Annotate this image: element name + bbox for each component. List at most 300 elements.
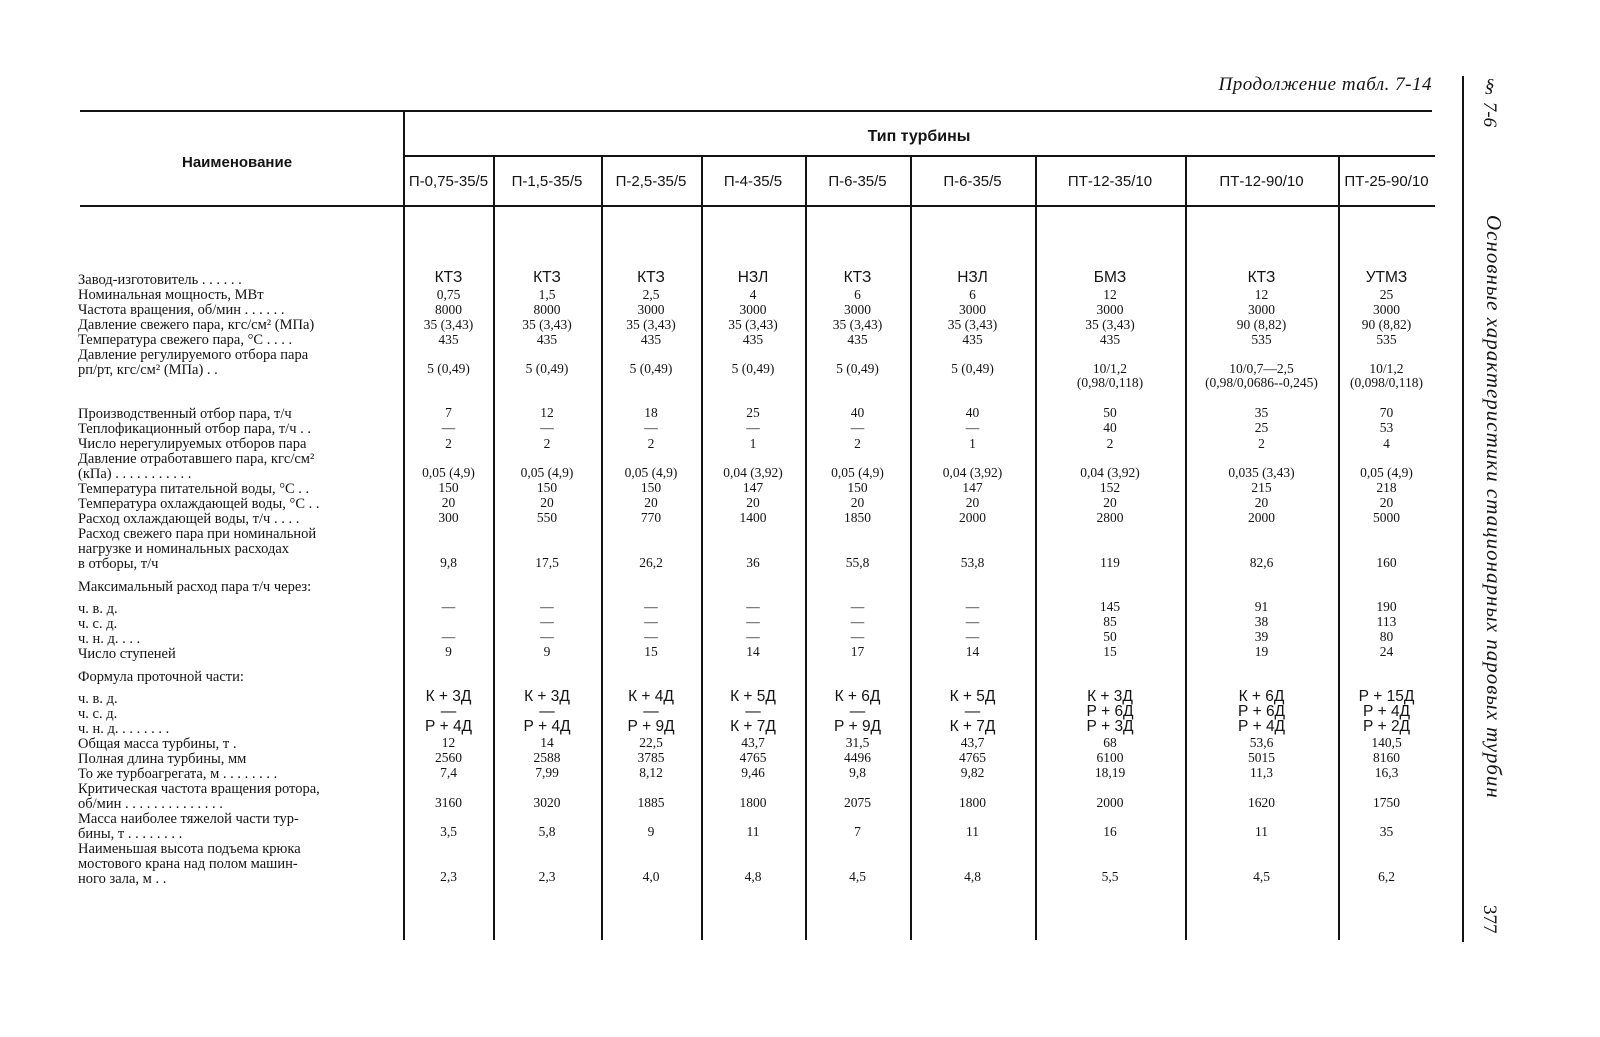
table-cell: Р + 6Д (1086, 703, 1134, 720)
table-cell: 4496 (844, 750, 871, 765)
table-cell: Р + 4Д (424, 718, 473, 735)
table-cell: 8000 (435, 302, 462, 317)
table-cell: КТЗ (434, 269, 463, 286)
table-cell: 6 (854, 287, 861, 302)
table-cell: 11,3 (1249, 765, 1274, 780)
table-cell: 0,05 (4,9) (422, 465, 475, 480)
table-cell: 43,7 (960, 735, 985, 750)
row-label: ч. с. д. (78, 617, 118, 632)
row-label: Полная длина турбины, мм (78, 752, 247, 767)
table-cell: 5 (0,49) (836, 361, 879, 376)
table-cell: Р + 2Д (1362, 718, 1411, 735)
table-cell: — (644, 629, 658, 644)
table-cell: 4 (1383, 436, 1390, 451)
table-cell: 1885 (637, 795, 665, 810)
table-cell: 82,6 (1249, 555, 1274, 570)
table-cell: 18 (644, 405, 658, 420)
row-label: Давление отработавшего пара, кгс/см² (78, 452, 315, 467)
table-cell: 4765 (959, 750, 986, 765)
table-cell: — (746, 599, 760, 614)
table-cell: 218 (1376, 480, 1397, 495)
table-cell: 17 (850, 644, 865, 659)
side-title: Основные характеристики стационарных паровых турбин (1482, 215, 1506, 799)
table-cell: — (441, 420, 456, 435)
table-cell: — (965, 629, 980, 644)
table-cell: — (964, 703, 981, 720)
table-cell: 40 (850, 405, 865, 420)
table-cell: 150 (536, 480, 558, 495)
table-cell: 40 (1103, 420, 1117, 435)
column-header: П-6-35/5 (943, 173, 1002, 190)
column-header: ПТ-25-90/10 (1344, 173, 1429, 190)
table-cell: 0,05 (4,9) (1360, 465, 1413, 480)
table-cell: — (849, 703, 866, 720)
table-cell: 147 (742, 480, 764, 495)
table-cell: 16,3 (1374, 765, 1399, 780)
table-cell: КТЗ (533, 269, 561, 286)
table-cell: 1620 (1248, 795, 1275, 810)
table-cell: 35 (1254, 405, 1269, 420)
table-cell: 68 (1103, 735, 1117, 750)
table-cell: 535 (1251, 332, 1272, 347)
table-cell: 53 (1379, 420, 1394, 435)
name-separator (403, 112, 405, 940)
table-cell: 50 (1103, 405, 1117, 420)
table-cell: 9,46 (741, 765, 765, 780)
table-cell: — (441, 629, 456, 644)
table-cell: 20 (644, 495, 658, 510)
table-cell: 1750 (1373, 795, 1400, 810)
table-cell: 36 (746, 555, 760, 570)
table-cell: 50 (1103, 629, 1117, 644)
table-cell: 4,8 (964, 869, 981, 884)
table-cell: 3785 (637, 750, 665, 765)
table-cell: 3020 (533, 795, 561, 810)
table-cell: — (644, 599, 658, 614)
table-cell: 2,3 (538, 869, 556, 884)
table-cell: 17,5 (535, 555, 559, 570)
table-cell: 5 (0,49) (629, 361, 673, 376)
table-cell: 20 (1254, 495, 1269, 510)
table-cell: 0,04 (3,92) (942, 465, 1003, 480)
table-cell: 14 (540, 735, 554, 750)
table-cell: 0,75 (436, 287, 461, 302)
table-cell: 10/1,2 (1092, 361, 1128, 376)
table-cell: 0,05 (4,9) (520, 465, 574, 480)
table-cell: НЗЛ (957, 269, 988, 286)
table-cell: 4,0 (642, 869, 660, 884)
section-number: § 7-6 (1479, 76, 1500, 128)
table-cell: 1800 (959, 795, 986, 810)
table-cell: 35 (3,43) (1085, 317, 1135, 332)
column-header: П-6-35/5 (828, 173, 887, 190)
table-cell: К + 3Д (524, 688, 570, 705)
table-cell: 43,7 (741, 735, 765, 750)
table-cell: КТЗ (1247, 269, 1276, 286)
table-cell: 14 (965, 644, 980, 659)
row-label: Наименьшая высота подъема крюка (78, 842, 301, 857)
table-cell: 1 (749, 436, 757, 451)
table-cell: 9 (647, 824, 655, 839)
table-cell: 2,5 (642, 287, 660, 302)
table-cell: 20 (1379, 495, 1394, 510)
table-cell: 2000 (1248, 510, 1275, 525)
row-label: Номинальная мощность, МВт (78, 288, 264, 303)
table-cell: 39 (1254, 629, 1269, 644)
table-cell: — (441, 599, 456, 614)
row-label: Расход свежего пара при номинальной (78, 527, 317, 542)
table-cell: 24 (1379, 644, 1394, 659)
table-cell: — (965, 420, 980, 435)
table-cell: 53,8 (960, 555, 985, 570)
row-label: (кПа) . . . . . . . . . . . (78, 467, 192, 482)
header-name: Наименование (182, 154, 293, 171)
column-header: П-1,5-35/5 (511, 173, 583, 190)
row-label: Расход охлаждающей воды, т/ч . . . . (78, 512, 300, 527)
table-cell: 2,3 (440, 869, 457, 884)
table-cell: Р + 9Д (627, 718, 675, 735)
table-cell: — (746, 614, 760, 629)
table-cell: 11 (966, 824, 979, 839)
table-cell: Р + 6Д (1237, 703, 1286, 720)
table-cell: 2 (543, 436, 551, 451)
table-cell: 11 (746, 824, 760, 839)
row-label: Температура свежего пара, °С . . . . (78, 333, 293, 348)
table-cell: 26,2 (639, 555, 663, 570)
table-cell: 9 (445, 644, 452, 659)
row-label: pп/pт, кгс/см² (МПа) . . (78, 363, 218, 378)
table-cell: Р + 4Д (1362, 703, 1411, 720)
page-number: 377 (1479, 905, 1500, 934)
table-cell: — (745, 703, 761, 720)
table-cell: К + 7Д (730, 718, 776, 735)
table-cell: 113 (1376, 614, 1397, 629)
row-label: Максимальный расход пара т/ч через: (78, 580, 312, 595)
table-cell: 38 (1254, 614, 1269, 629)
table-cell: 53,6 (1249, 735, 1274, 750)
table-cell: 435 (536, 332, 558, 347)
table-cell: — (540, 614, 554, 629)
table-cell: 435 (640, 332, 662, 347)
table-cell: БМЗ (1093, 269, 1127, 286)
table-cell: Р + 9Д (833, 718, 882, 735)
table-cell: 150 (640, 480, 662, 495)
table-cell: 25 (1254, 420, 1269, 435)
table-cell: 9,8 (440, 555, 457, 570)
row-label: в отборы, т/ч (78, 557, 159, 572)
table-cell: 25 (1379, 287, 1394, 302)
table-cell: 5 (0,49) (525, 361, 569, 376)
table-cell: 70 (1379, 405, 1394, 420)
table-caption: Продолжение табл. 7-14 (1218, 74, 1432, 95)
table-cell: Р + 4Д (1237, 718, 1286, 735)
table-cell: Р + 15Д (1358, 688, 1415, 705)
table-cell: К + 7Д (949, 718, 996, 735)
table-cell: К + 6Д (834, 688, 881, 705)
table-cell: 31,5 (845, 735, 870, 750)
table-cell: 435 (1099, 332, 1121, 347)
header-bottom-rule (80, 205, 1435, 207)
table-cell: 14 (746, 644, 760, 659)
table-cell: — (965, 599, 980, 614)
table-cell: 8160 (1373, 750, 1400, 765)
row-label: Теплофикационный отбор пара, т/ч . . (78, 422, 312, 437)
table-cell: 20 (965, 495, 980, 510)
column-header: ПТ-12-35/10 (1067, 173, 1153, 190)
table-cell: 5015 (1248, 750, 1275, 765)
table-cell: 5 (0,49) (731, 361, 775, 376)
table-cell: 770 (640, 510, 662, 525)
table-cell: 22,5 (639, 735, 663, 750)
table-cell: 85 (1103, 614, 1117, 629)
table-cell: 4,5 (849, 869, 866, 884)
table-cell: — (965, 614, 980, 629)
table-cell: 1850 (844, 510, 871, 525)
table-cell: 7 (445, 405, 452, 420)
table-cell: 12 (1103, 287, 1117, 302)
table-cell: 1800 (739, 795, 767, 810)
side-rule (1462, 76, 1464, 942)
table-cell: 90 (8,82) (1361, 317, 1412, 332)
table-cell: КТЗ (637, 269, 665, 286)
table-cell: 35 (1379, 824, 1394, 839)
row-label: То же турбоагрегата, м . . . . . . . . (78, 767, 278, 782)
table-cell: 7,4 (440, 765, 457, 780)
table-cell: 90 (8,82) (1236, 317, 1287, 332)
table-cell: 0,04 (3,92) (1080, 465, 1140, 480)
table-cell: 215 (1251, 480, 1272, 495)
table-cell: К + 6Д (1238, 688, 1285, 705)
table-cell: 5,8 (538, 824, 556, 839)
row-label: Температура охлаждающей воды, °С . . (78, 497, 320, 512)
table-cell: 6,2 (1378, 869, 1395, 884)
table-cell: 35 (3,43) (626, 317, 676, 332)
table-cell: (0,98/0,118) (1076, 375, 1144, 390)
row-label: Число ступеней (78, 647, 176, 662)
table-cell: УТМЗ (1365, 269, 1408, 286)
table-cell: 160 (1376, 555, 1397, 570)
row-label: ч. в. д. (78, 602, 118, 617)
column-header: ПТ-12-90/10 (1219, 173, 1304, 190)
table-cell: 3160 (435, 795, 462, 810)
table-cell: — (644, 614, 658, 629)
table-cell: (0,98/0,0686--0,245) (1205, 375, 1318, 390)
table-cell: К + 5Д (730, 688, 776, 705)
table-cell: 4,8 (744, 869, 762, 884)
table-cell: 2 (854, 436, 861, 451)
header-type-group (404, 128, 1434, 146)
table-cell: — (539, 703, 555, 720)
top-rule (80, 110, 1432, 112)
table-cell: 3000 (637, 302, 665, 317)
table-cell: 3000 (844, 302, 871, 317)
table-cell: 19 (1254, 644, 1269, 659)
row-label: ч. н. д. . . . (78, 632, 141, 647)
row-label: Производственный отбор пара, т/ч (78, 407, 292, 422)
row-label: Давление свежего пара, кгс/см² (МПа) (78, 318, 315, 333)
table-cell: 20 (746, 495, 760, 510)
table-cell: — (850, 420, 865, 435)
table-cell: — (643, 703, 659, 720)
table-cell: 16 (1103, 824, 1117, 839)
table-cell: 18,19 (1094, 765, 1126, 780)
table-cell: 91 (1254, 599, 1269, 614)
table-cell: 150 (438, 480, 459, 495)
table-cell: 2588 (533, 750, 561, 765)
table-cell: 15 (1103, 644, 1117, 659)
type-group-label: Тип турбины (867, 128, 971, 145)
table-cell: 2 (647, 436, 655, 451)
row-label: Частота вращения, об/мин . . . . . . (78, 303, 285, 318)
type-rule (403, 155, 1435, 157)
row-label: Формула проточной части: (78, 670, 244, 685)
table-cell: 435 (438, 332, 459, 347)
row-label: ного зала, м . . (78, 872, 167, 887)
table-cell: 9,8 (849, 765, 866, 780)
row-label: Число нерегулируемых отборов пара (78, 437, 307, 452)
table-cell: Р + 4Д (523, 718, 571, 735)
table-cell: 7,99 (535, 765, 559, 780)
row-label: бины, т . . . . . . . . (78, 827, 183, 842)
table-cell: 1 (969, 436, 976, 451)
row-label: Масса наиболее тяжелой части тур- (78, 812, 299, 827)
table-cell: 3,5 (440, 824, 457, 839)
row-label: Температура питательной воды, °С . . (78, 482, 310, 497)
table-cell: 4 (749, 287, 757, 302)
table-cell: — (440, 703, 457, 720)
table-cell: 6 (969, 287, 976, 302)
column-header: П-0,75-35/5 (408, 173, 489, 190)
table-cell: 20 (540, 495, 554, 510)
table-cell: НЗЛ (737, 269, 769, 286)
table-cell: (0,098/0,118) (1350, 375, 1423, 390)
table-cell: 2 (445, 436, 452, 451)
table-cell: 9 (543, 644, 551, 659)
table-cell: 35 (3,43) (423, 317, 474, 332)
table-cell: 1400 (739, 510, 767, 525)
table-cell: К + 3Д (1087, 688, 1133, 705)
table-cell: 2 (1106, 436, 1114, 451)
table-cell: 2000 (959, 510, 986, 525)
table-cell: 2800 (1096, 510, 1124, 525)
table-cell: 119 (1100, 555, 1120, 570)
table-cell: 5 (0,49) (427, 361, 470, 376)
table-cell: 5,5 (1101, 869, 1119, 884)
table-cell: — (540, 599, 554, 614)
table-cell: 0,05 (4,9) (624, 465, 678, 480)
table-cell: 3000 (1248, 302, 1275, 317)
table-cell: 300 (438, 510, 459, 525)
row-label: нагрузке и номинальных расходах (78, 542, 290, 557)
row-label: ч. с. д. (78, 707, 118, 722)
table-cell: — (746, 420, 760, 435)
column-header: П-2,5-35/5 (615, 173, 687, 190)
table-cell: 3000 (1373, 302, 1400, 317)
table-cell: 8,12 (639, 765, 663, 780)
table-cell: 550 (536, 510, 558, 525)
table-cell: КТЗ (843, 269, 872, 286)
table-cell: 0,05 (4,9) (831, 465, 884, 480)
table-cell: 140,5 (1371, 735, 1402, 750)
row-label: об/мин . . . . . . . . . . . . . . (78, 797, 223, 812)
row-label: ч. н. д. . . . . . . . (78, 722, 170, 737)
table-cell: 150 (847, 480, 868, 495)
table-cell: — (746, 629, 760, 644)
row-label: Давление регулируемого отбора пара (78, 348, 309, 363)
table-cell: 9,82 (960, 765, 985, 780)
table-cell: 145 (1099, 599, 1121, 614)
table-cell: 10/0,7—2,5 (1229, 361, 1294, 376)
table-cell: 12 (540, 405, 554, 420)
table-cell: 35 (3,43) (947, 317, 998, 332)
table-cell: 35 (3,43) (522, 317, 572, 332)
table-cell: 15 (644, 644, 658, 659)
table-cell: 10/1,2 (1369, 361, 1404, 376)
table-cell: 55,8 (845, 555, 870, 570)
table-cell: 7 (854, 824, 861, 839)
table-cell: 80 (1379, 629, 1394, 644)
table-cell: К + 4Д (628, 688, 674, 705)
table-cell: К + 3Д (425, 688, 472, 705)
table-cell: 0,035 (3,43) (1228, 465, 1295, 480)
row-label: Завод-изготовитель . . . . . . (78, 273, 242, 288)
table-cell: 2075 (844, 795, 871, 810)
table-cell: 20 (850, 495, 865, 510)
table-cell: К + 5Д (949, 688, 996, 705)
table-cell: 20 (1103, 495, 1117, 510)
table-cell: 12 (1254, 287, 1269, 302)
table-cell: 5 (0,49) (951, 361, 994, 376)
table-cell: 3000 (959, 302, 986, 317)
table-cell: 152 (1099, 480, 1121, 495)
table-cell: 35 (3,43) (728, 317, 778, 332)
table-cell: 6100 (1096, 750, 1124, 765)
table-cell: 3000 (739, 302, 767, 317)
table-cell: — (850, 599, 865, 614)
table-cell: 8000 (533, 302, 561, 317)
table-cell: — (850, 629, 865, 644)
row-label: Критическая частота вращения ротора, (78, 782, 320, 797)
row-label: Общая масса турбины, т . (78, 737, 237, 752)
table-cell: Р + 3Д (1086, 718, 1134, 735)
table-cell: 2560 (435, 750, 462, 765)
table-cell: 4,5 (1253, 869, 1270, 884)
table-cell: 40 (965, 405, 980, 420)
table-cell: 12 (441, 735, 456, 750)
table-cell: — (644, 420, 658, 435)
table-cell: 0,04 (3,92) (723, 465, 783, 480)
table-cell: 20 (441, 495, 456, 510)
row-label: ч. в. д. (78, 692, 118, 707)
table-cell: 190 (1376, 599, 1397, 614)
table-cell: 435 (962, 332, 983, 347)
table-cell: 2 (1258, 436, 1265, 451)
table-cell: 2000 (1096, 795, 1124, 810)
table-cell: 1,5 (538, 287, 556, 302)
table-cell: 4765 (739, 750, 767, 765)
table-cell: 5000 (1373, 510, 1400, 525)
table-cell: 11 (1255, 824, 1268, 839)
table-cell: 435 (847, 332, 868, 347)
table-cell: 25 (746, 405, 760, 420)
column-header: П-4-35/5 (723, 173, 783, 190)
table-cell: 147 (962, 480, 983, 495)
row-label: мостового крана над полом машин- (78, 857, 298, 872)
table-cell: — (540, 420, 554, 435)
table-cell: 35 (3,43) (832, 317, 883, 332)
table-cell: — (540, 629, 554, 644)
table-cell: 535 (1376, 332, 1397, 347)
